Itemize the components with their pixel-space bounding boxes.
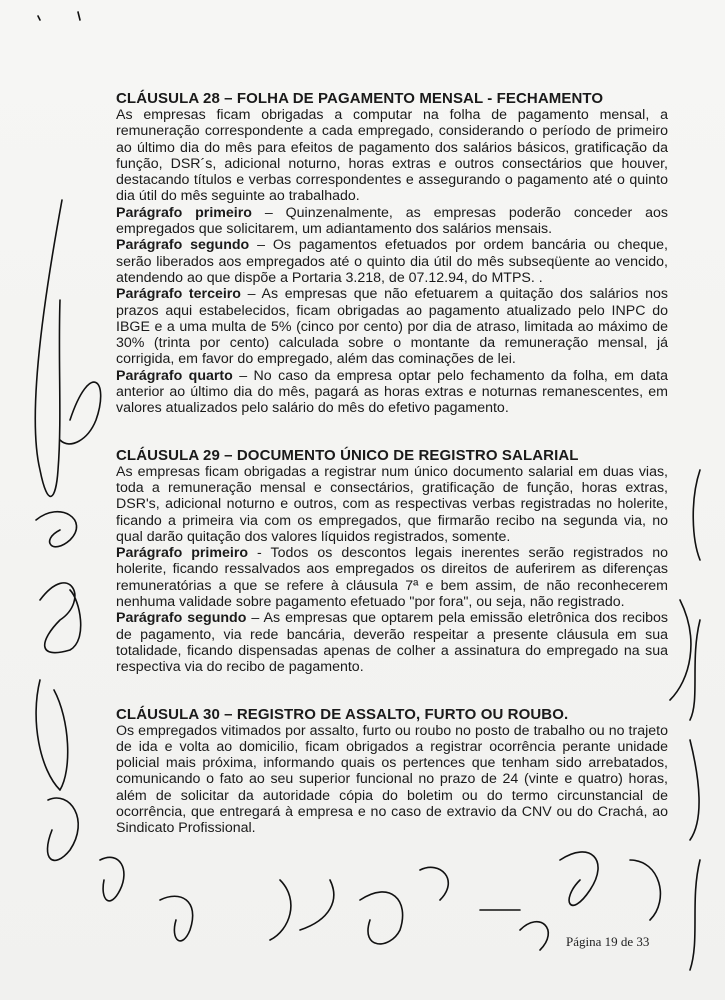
paragraph-label: Parágrafo terceiro bbox=[116, 286, 241, 303]
paragraph-text: – Os pagamentos efetuados por ordem bancária ou cheque, serão liberados aos empregados até o quinto dia útil do mês subseqüente ao vencido, atendendo ao que dispõe a Portaria 3.218, de 07.12.94, do MTPS. . bbox=[116, 237, 668, 286]
clause-intro: As empresas ficam obrigadas a registrar num único documento salarial em duas vias, toda a remuneração mensal e consectários, gratificação de função, horas extras, DSR's, adicional noturno e outros, com as respectivas verbas registradas no holerite, ficando a primeira via com os empregados, que firmarão recibo na segunda via, no qual darão quitação dos valores líquidos registrados, somente. bbox=[116, 463, 668, 545]
document-body bbox=[116, 90, 668, 867]
left-signature-5 bbox=[36, 680, 68, 790]
paragraph bbox=[116, 237, 668, 286]
paragraph-label: Parágrafo primeiro bbox=[116, 545, 249, 562]
paragraph bbox=[116, 286, 668, 367]
clause-title: CLÁUSULA 28 – FOLHA DE PAGAMENTO MENSAL - FECHAMENTO bbox=[116, 90, 604, 107]
paragraph-text: - Todos os descontos legais inerentes serão registrados no holerite, ficando ressalvados aos empregados os direitos de auferirem as diferenças remuneratórias a que se refere à cláusula 7ª e bem assim, de não reconhecerem nenhuma validade sobre pagamento efetuado "por fora", ou seja, não registrado. bbox=[116, 545, 668, 611]
right-signature-4 bbox=[690, 860, 700, 970]
left-signature-1 bbox=[35, 200, 62, 496]
clause-30 bbox=[116, 706, 668, 837]
bottom-initials-4 bbox=[360, 892, 403, 944]
bottom-initials-2 bbox=[160, 896, 193, 941]
right-signature-2 bbox=[670, 600, 700, 720]
left-signature-3 bbox=[36, 512, 77, 547]
right-signature-3 bbox=[690, 740, 699, 840]
clause-28 bbox=[116, 90, 668, 417]
clause-title: CLÁUSULA 30 – REGISTRO DE ASSALTO, FURTO OU ROUBO. bbox=[116, 705, 569, 723]
clause-intro: Os empregados vitimados por assalto, furto ou roubo no posto de trabalho ou no trajeto de ida e volta ao domicilio, ficam obrigados a registrar ocorrência perante unidade policial mais próxima, informando quais os pertences que tenham sido arrebatados, comunicando o fato ao seu superior funcional no prazo de 24 (vinte e quatro) horas, além de solicitar da autoridade cópia do boletim ou do termo circunstancial de ocorrência, que entregará à empresa e no caso de extravio da CNV ou do Crachá, ao Sindicato Profissional. bbox=[116, 722, 668, 837]
bottom-initials-5 bbox=[420, 867, 520, 910]
paragraph-label: Parágrafo primeiro bbox=[116, 204, 252, 221]
bottom-initials-7 bbox=[520, 922, 548, 950]
clause-29 bbox=[116, 447, 668, 676]
paragraph-label: Parágrafo segundo bbox=[116, 610, 247, 627]
left-signature-4 bbox=[40, 583, 81, 653]
clause-intro: As empresas ficam obrigadas a computar na folha de pagamento mensal, a remuneração correspondente a cada empregado, considerando o período de primeiro ao último dia do mês para efeitos de pagamento dos salários básicos, gratificação da função, DSR´s, adicional noturno, horas extras e outros consectários que houver, destacando títulos e verbas correspondentes e assegurando o pagamento até o quinto dia útil do mês seguinte ao trabalhado. bbox=[116, 107, 668, 205]
paragraph-label: Parágrafo quarto bbox=[116, 367, 233, 384]
paragraph-text: – As empresas que não efetuarem a quitação dos salários nos prazos aqui estabelecidos, ficam obrigadas ao pagamento atualizado pelo INPC do IBGE e a uma multa de 5% (cinco por cento) por dia de atraso, limitada ao máximo de 30% (trinta por cento) calculada sobre o montante da remuneração mensal, já corrigida, em favor do empregado, além das cominações de lei. bbox=[116, 286, 668, 368]
margin-mark-top bbox=[38, 12, 80, 20]
page-number: Página 19 de 33 bbox=[566, 934, 650, 949]
paragraph-text: – No caso da empresa optar pelo fechamento da folha, em data anterior ao último dia do mês, pagará as horas extras e noturnas remanescentes, em valores atualizados pelo salário do mês do efetivo pagamento. bbox=[116, 367, 668, 417]
left-signature-2 bbox=[60, 382, 101, 444]
bottom-initials-8 bbox=[630, 860, 660, 920]
paragraph-text: – Quinzenalmente, as empresas poderão conceder aos empregados que solicitarem, um adiantamento dos salários mensais. bbox=[116, 204, 668, 238]
paragraph bbox=[116, 368, 668, 417]
left-signature-6 bbox=[47, 798, 78, 860]
paragraph bbox=[116, 205, 668, 238]
bottom-initials-3 bbox=[270, 880, 334, 940]
right-signature-1 bbox=[693, 470, 700, 560]
paragraph bbox=[116, 545, 668, 610]
paragraph-label: Parágrafo segundo bbox=[116, 237, 250, 254]
paragraph-text: – As empresas que optarem pela emissão eletrônica dos recibos de pagamento, via rede bancária, deverão respeitar a presente cláusula em sua totalidade, ficando dispensadas apenas de colher a assinatura do empregado na sua respectiva via do recibo de pagamento. bbox=[116, 610, 668, 676]
paragraph bbox=[116, 610, 668, 675]
clause-title: CLÁUSULA 29 – DOCUMENTO ÚNICO DE REGISTRO SALARIAL bbox=[116, 446, 579, 464]
